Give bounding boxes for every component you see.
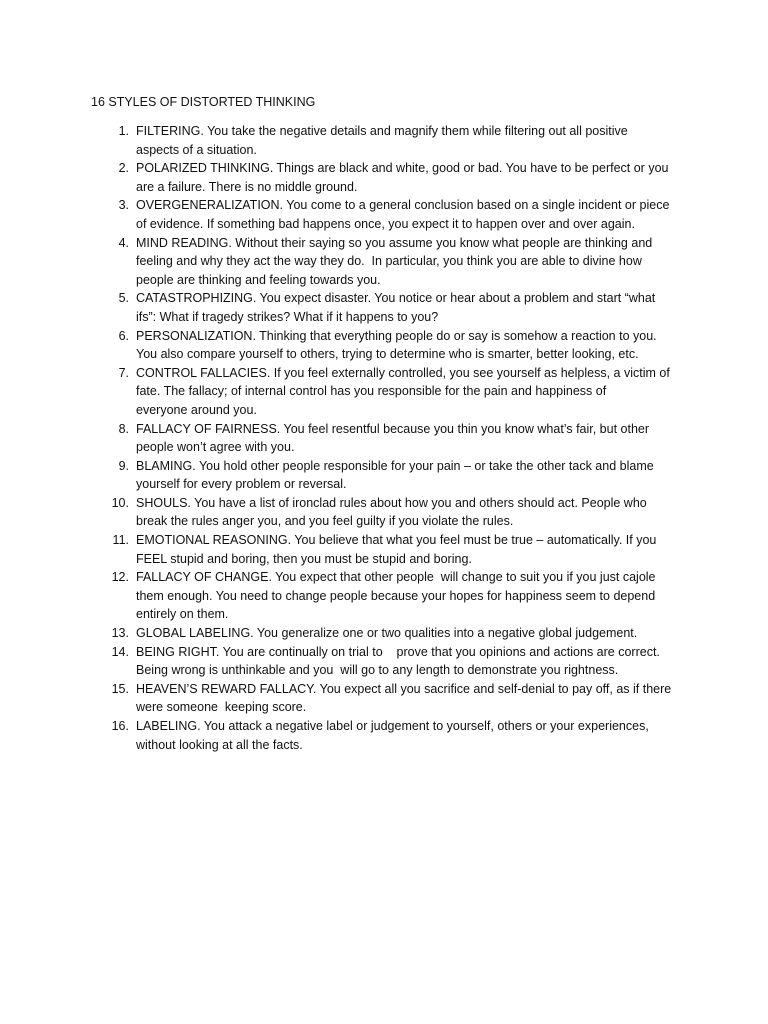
list-item-line: EMOTIONAL REASONING. You believe that what you feel must be true – automatically. If you [136,533,657,548]
list-item-number: 4. [118,235,129,250]
list-item-number: 6. [118,328,129,343]
list-item-line: PERSONALIZATION. Thinking that everything people do or say is somehow a reaction to you. [136,328,657,343]
list-item-number: 9. [118,458,129,473]
list-item [91,568,691,624]
list-item-text [136,457,691,494]
list-item-line: FALLACY OF FAIRNESS. You feel resentful because you thin you know what’s fair, but other [136,421,650,436]
list-item [91,624,691,643]
list-item-number: 3. [118,198,129,213]
list-item-line: are a failure. There is no middle ground. [136,179,358,194]
document-title: 16 STYLES OF DISTORTED THINKING [91,95,316,109]
list-item-line: without looking at all the facts. [136,737,303,752]
list-item-line: CONTROL FALLACIES. If you feel externally controlled, you see yourself as helpless, a victim of [136,365,670,380]
list-item-line: LABELING. You attack a negative label or judgement to yourself, others or your experiences, [136,719,649,733]
list-item-text [136,494,691,531]
list-item [91,420,691,457]
list-item-number: 13. [111,626,129,641]
list-item-line: them enough. You need to change people because your hopes for happiness seem to depend [136,588,656,603]
list-item-text [136,531,691,568]
list-item [91,327,691,364]
list-item-line: yourself for every problem or reversal. [136,477,347,492]
list-item-number: 14. [111,644,129,659]
list-item [91,364,691,420]
list-item-line: You also compare yourself to others, trying to determine who is smarter, better looking, etc. [136,347,639,362]
list-item-text [136,717,691,754]
list-item-text [136,159,691,196]
list-item-text [136,234,691,290]
list-item-line: aspects of a situation. [136,142,257,157]
list-item-line: SHOULS. You have a list of ironclad rules about how you and others should act. People who [136,495,647,510]
list-item-text [136,364,691,420]
list-item-text [136,568,691,624]
list-item-line: FEEL stupid and boring, then you must be stupid and boring. [136,551,472,566]
list-item-line: MIND READING. Without their saying so you assume you know what people are thinking and [136,235,653,250]
list-item [91,457,691,494]
list-item [91,159,691,196]
list-item-number: 2. [118,161,129,176]
list-item-line: people are thinking and feeling towards you. [136,272,381,287]
list-item-text [136,624,691,643]
list-item-number: 5. [118,291,129,306]
list-item-line: ifs”: What if tragedy strikes? What if it happens to you? [136,309,439,324]
list-item-number: 12. [111,570,129,585]
list-item [91,643,691,680]
list-item-line: FALLACY OF CHANGE. You expect that other people will change to suit you if you just cajole [136,570,656,585]
list-item-line: BLAMING. You hold other people responsible for your pain – or take the other tack and blame [136,458,654,473]
list-item-text [136,643,691,680]
list-item-text [136,196,691,233]
list-item-line: feeling and why they act the way they do. In particular, you think you are able to divine how [136,254,642,269]
list-item [91,234,691,290]
list-item-number: 1. [118,124,129,138]
list-item-line: fate. The fallacy; of internal control has you responsible for the pain and happiness of [136,384,607,399]
list-item-number: 8. [118,421,129,436]
list-item-line: everyone around you. [136,402,257,417]
list-item-line: CATASTROPHIZING. You expect disaster. You notice or hear about a problem and start “what [136,291,656,306]
list-item-text [136,680,691,717]
list-item-text [136,289,691,326]
list-item-number: 7. [118,365,129,380]
list-item [91,494,691,531]
list-item-line: BEING RIGHT. You are continually on trial to prove that you opinions and actions are correct. [136,644,660,659]
list-item-number: 10. [111,495,129,510]
list-item-line: GLOBAL LABELING. You generalize one or two qualities into a negative global judgement. [136,626,638,641]
list-item-line: POLARIZED THINKING. Things are black and white, good or bad. You have to be perfect or you [136,161,669,176]
list-item-line: entirely on them. [136,607,229,622]
list-item-number: 11. [112,533,129,548]
list-item-line: FILTERING. You take the negative details and magnify them while filtering out all positive [136,124,628,138]
list-item [91,680,691,717]
list-item [91,531,691,568]
list-item-line: Being wrong is unthinkable and you will go to any length to demonstrate you rightness. [136,663,619,678]
list-item-line: break the rules anger you, and you feel guilty if you violate the rules. [136,514,514,529]
list-item-number: 15. [111,681,129,696]
list-item-line: HEAVEN’S REWARD FALLACY. You expect all you sacrifice and self-denial to pay off, as if there [136,681,672,696]
list-item-line: people won’t agree with you. [136,440,295,455]
distorted-thinking-list [91,122,691,754]
list-item-line: of evidence. If something bad happens once, you expect it to happen over and over again. [136,216,635,231]
list-item [91,289,691,326]
list-item-text [136,420,691,457]
list-item-number: 16. [111,719,129,733]
list-item-line: OVERGENERALIZATION. You come to a general conclusion based on a single incident or piece [136,198,670,213]
list-item-text [136,327,691,364]
list-item [91,122,691,159]
list-item [91,196,691,233]
list-item [91,717,691,754]
list-item-text [136,122,691,159]
list-item-line: were someone keeping score. [136,700,307,715]
